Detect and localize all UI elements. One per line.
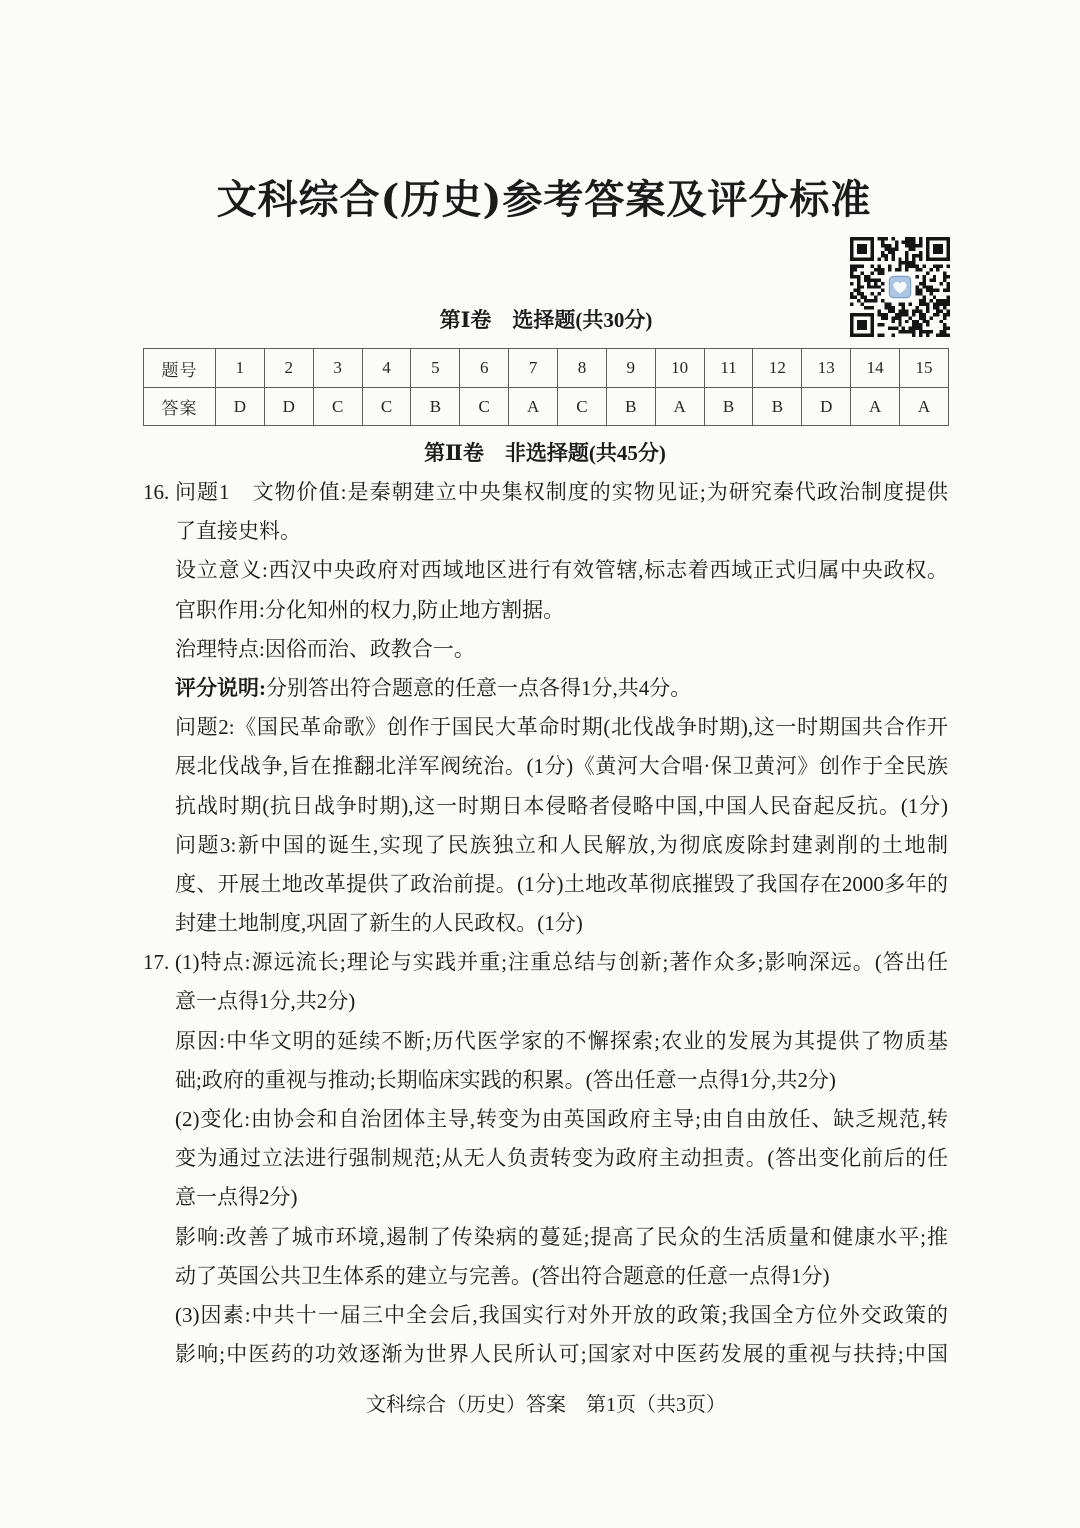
- question-number-cell: 4: [362, 349, 411, 388]
- answer-line: [175, 787, 948, 826]
- answer-line-content: [175, 833, 948, 857]
- answer-line: [175, 1061, 948, 1100]
- answer-line-text: 问题2:《国民革命歌》创作于国民大革命时期(北伐战争时期),这一时期国共合作开: [175, 715, 948, 740]
- question-number-cell: 14: [851, 349, 900, 388]
- part1-heading: 第Ⅰ卷 选择题(共30分): [439, 308, 653, 332]
- answer-cell: D: [216, 388, 265, 426]
- question-number: 16.: [143, 480, 170, 504]
- question-number-cell: 12: [753, 349, 802, 388]
- scoring-note-label: 评分说明:: [175, 675, 266, 700]
- answer-line: [175, 1178, 948, 1217]
- answer-cell: C: [460, 388, 509, 426]
- answer-cell: A: [509, 388, 558, 426]
- answer-line-text: 问题1 文物价值:是秦朝建立中央集权制度的实物见证;为研究秦代政治制度提供: [175, 480, 948, 504]
- answer-line-content: [175, 1342, 948, 1366]
- answer-line-text: 影响:改善了城市环境,遏制了传染病的蔓延;提高了民众的生活质量和健康水平;推: [175, 1224, 948, 1249]
- answer-cell: A: [655, 388, 704, 426]
- answer-paragraph: [175, 669, 948, 708]
- answer-cell: B: [753, 388, 802, 426]
- question-number-row: [144, 349, 949, 388]
- answer-paragraph: [175, 1100, 948, 1218]
- answer-line-content: [175, 1225, 948, 1249]
- answer-cell: C: [362, 388, 411, 426]
- answer-line-text: (3)因素:中共十一届三中全会后,我国实行对外开放的政策;我国全方位外交政策的: [175, 1302, 948, 1327]
- answer-line-content: [175, 1264, 829, 1288]
- answer-line-text: 变为通过立法进行强制规范;从无人负责转变为政府主动担责。(答出变化前后的任: [175, 1146, 948, 1171]
- answer-line-text: (2)变化:由协会和自治团体主导,转变为由英国政府主导;由自由放任、缺乏规范,转: [175, 1107, 948, 1131]
- answer-line-content: [175, 480, 948, 504]
- answer-line: [175, 591, 948, 630]
- answer-line-content: [175, 519, 301, 543]
- answer-line-content: [175, 1107, 948, 1131]
- answers-body: [143, 473, 948, 1374]
- answer-line: [175, 943, 948, 982]
- answer-paragraph: [175, 630, 948, 669]
- answer-line-text: 设立意义:西汉中央政府对西域地区进行有效管辖,标志着西域正式归属中央政权。: [175, 558, 948, 583]
- answer-line: [175, 904, 948, 943]
- answer-line-text: 础;政府的重视与推动;长期临床实践的积累。(答出任意一点得1分,共2分): [175, 1067, 836, 1092]
- question-number-cell: 5: [411, 349, 460, 388]
- answer-line: [175, 551, 948, 590]
- question-number-cell: 11: [704, 349, 753, 388]
- answer-line: [175, 630, 948, 669]
- answer-line-content: [175, 676, 691, 700]
- question-block: [143, 473, 948, 943]
- answer-line: [175, 1139, 948, 1178]
- answer-paragraph: [175, 551, 948, 590]
- answer-line: [175, 747, 948, 786]
- answer-line: [175, 826, 948, 865]
- answer-line: [175, 473, 948, 512]
- answer-paragraph: [175, 1296, 948, 1374]
- answer-line-content: [175, 754, 948, 778]
- answer-line-text: 封建土地制度,巩固了新生的人民政权。(1分): [175, 911, 583, 936]
- answer-paragraph: [175, 1218, 948, 1296]
- answer-line-text: 了直接史料。: [175, 519, 301, 544]
- answer-line-text: 问题3:新中国的诞生,实现了民族独立和人民解放,为彻底废除封建剥削的土地制: [175, 832, 948, 857]
- answer-cell: D: [264, 388, 313, 426]
- answer-cell: C: [313, 388, 362, 426]
- question-number-cell: 13: [802, 349, 851, 388]
- table-header-cell: 答案: [144, 388, 216, 426]
- answer-line-text: 意一点得1分,共2分): [175, 989, 356, 1014]
- answer-line-text: (1)特点:源远流长;理论与实践并重;注重总结与创新;著作众多;影响深远。(答出任: [175, 950, 948, 975]
- qr-logo: [887, 274, 914, 301]
- answer-cell: B: [411, 388, 460, 426]
- answer-table: [143, 348, 949, 426]
- answer-line-content: [175, 1146, 948, 1170]
- answer-paragraph: [175, 473, 948, 551]
- answer-line: [175, 1296, 948, 1335]
- answer-line-content: [175, 1303, 948, 1327]
- answer-line: [175, 1335, 948, 1374]
- answer-line-content: [175, 1185, 298, 1209]
- answer-line-text: 动了英国公共卫生体系的建立与完善。(答出符合题意的任意一点得1分): [175, 1263, 830, 1288]
- answer-line-text: 分别答出符合题意的任意一点各得1分,共4分。: [266, 675, 692, 700]
- question-number-cell: 1: [216, 349, 265, 388]
- question-number-cell: 6: [460, 349, 509, 388]
- page-title: 文科综合(历史)参考答案及评分标准: [216, 176, 872, 223]
- answer-line: [175, 708, 948, 747]
- answer-paragraph: [175, 826, 948, 944]
- answer-line-content: [175, 794, 948, 818]
- question-number: 17.: [143, 950, 170, 975]
- answer-line-content: [175, 1029, 948, 1053]
- question-number-cell: 2: [264, 349, 313, 388]
- answer-cell: B: [704, 388, 753, 426]
- answer-line: [175, 865, 948, 904]
- answer-line: [175, 982, 948, 1021]
- answer-line-text: 官职作用:分化知州的权力,防止地方割据。: [175, 597, 565, 622]
- answer-line-text: 影响;中医药的功效逐渐为世界人民所认可;国家对中医药发展的重视与扶持;中国: [175, 1342, 948, 1367]
- answer-line-content: [175, 911, 583, 935]
- table-header-cell: 题号: [144, 349, 216, 388]
- question-number-cell: 10: [655, 349, 704, 388]
- question-number-cell: 3: [313, 349, 362, 388]
- answer-cell: D: [802, 388, 851, 426]
- answer-cell: C: [558, 388, 607, 426]
- answer-line-text: 展北伐战争,旨在推翻北洋军阀统治。(1分)《黄河大合唱·保卫黄河》创作于全民族: [175, 754, 948, 779]
- answer-line-content: [175, 637, 475, 661]
- part2-heading: 第Ⅱ卷 非选择题(共45分): [424, 441, 666, 465]
- answer-line-text: 治理特点:因俗而治、政教合一。: [175, 636, 475, 661]
- answer-line-content: [175, 715, 948, 739]
- answer-cell: B: [606, 388, 655, 426]
- answer-line: [175, 1100, 948, 1139]
- answer-cell: A: [851, 388, 900, 426]
- answer-paragraph: [175, 943, 948, 1021]
- answer-line-text: 抗战时期(抗日战争时期),这一时期日本侵略者侵略中国,中国人民奋起反抗。(1分): [175, 793, 948, 818]
- question-number-cell: 7: [509, 349, 558, 388]
- answer-line: [175, 669, 948, 708]
- answer-paragraph: [175, 708, 948, 826]
- question-number-cell: 9: [606, 349, 655, 388]
- answer-paragraph: [175, 591, 948, 630]
- question-number-cell: 8: [558, 349, 607, 388]
- question-block: [143, 943, 948, 1374]
- answer-line-text: 度、开展土地改革提供了政治前提。(1分)土地改革彻底摧毁了我国存在2000多年的: [175, 871, 948, 896]
- answer-cell: A: [900, 388, 949, 426]
- answer-row: [144, 388, 949, 426]
- answer-line-content: [175, 989, 355, 1013]
- answer-line-text: 原因:中华文明的延续不断;历代医学家的不懈探索;农业的发展为其提供了物质基: [175, 1028, 948, 1053]
- page-footer: 文科综合（历史）答案 第1页（共3页）: [366, 1394, 726, 1416]
- answer-line-content: [175, 872, 948, 896]
- answer-line-content: [175, 950, 948, 974]
- answer-line: [175, 1022, 948, 1061]
- answer-line: [175, 1257, 948, 1296]
- answer-line: [175, 512, 948, 551]
- question-number-cell: 15: [900, 349, 949, 388]
- answer-line: [175, 1218, 948, 1257]
- answer-line-content: [175, 558, 948, 582]
- answer-line-content: [175, 598, 564, 622]
- answer-line-text: 意一点得2分): [175, 1185, 298, 1210]
- answer-line-content: [175, 1068, 836, 1092]
- answer-paragraph: [175, 1022, 948, 1100]
